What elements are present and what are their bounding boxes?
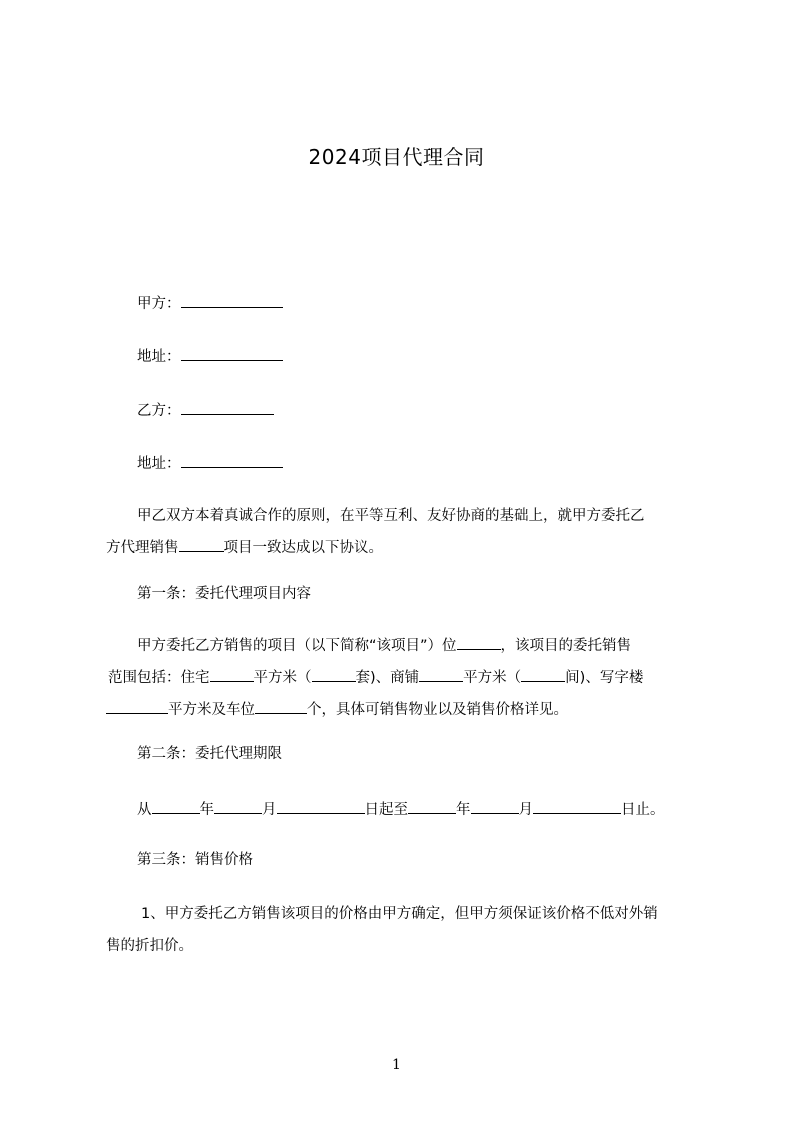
intro-line-2-end: 项目一致达成以下协议。 xyxy=(223,540,383,556)
article-1-heading: 第一条：委托代理项目内容 xyxy=(137,586,311,602)
term-period-line xyxy=(137,798,665,820)
article-3-line-1: 1、甲方委托乙方销售该项目的价格由甲方确定，但甲方须保证该价格不低对外销 xyxy=(141,906,658,922)
article-3-heading: 第三条：销售价格 xyxy=(137,852,253,868)
intro-line-1: 甲乙双方本着真诚合作的原则，在平等互利、友好协商的基础上，就甲方委托乙 xyxy=(137,508,645,524)
office-label: 间)、写字楼 xyxy=(565,670,644,686)
document-title: 2024项目代理合同 xyxy=(308,145,485,169)
party-b-address-blank xyxy=(181,452,283,468)
scope-residential-label: 范围包括：住宅 xyxy=(108,670,210,686)
start-day-blank xyxy=(277,798,365,814)
project-name-blank xyxy=(179,536,224,552)
party-a-address-field xyxy=(137,345,283,367)
parking-count-blank xyxy=(255,698,307,714)
shop-area-blank xyxy=(419,666,463,682)
party-b-label: 乙方： xyxy=(137,403,181,419)
article-3-paragraph xyxy=(106,898,700,962)
article-1-line-1-end: ，该项目的委托销售 xyxy=(500,638,632,654)
end-month-blank xyxy=(471,798,519,814)
end-day-blank xyxy=(533,798,621,814)
start-year-blank xyxy=(152,798,200,814)
shop-count-blank xyxy=(521,666,565,682)
party-a-address-label: 地址： xyxy=(137,349,181,365)
end-year-label: 年 xyxy=(456,802,471,818)
party-a-blank xyxy=(181,292,283,308)
end-year-blank xyxy=(408,798,456,814)
article-1-line-3 xyxy=(106,694,700,726)
start-year-label: 年 xyxy=(199,802,214,818)
article-1-paragraph xyxy=(106,630,700,726)
party-a-label: 甲方： xyxy=(137,296,181,312)
intro-line-2-start: 方代理销售 xyxy=(106,540,179,556)
intro-paragraph xyxy=(106,500,700,564)
start-month-blank xyxy=(214,798,262,814)
project-location-blank xyxy=(457,634,501,650)
page-number: 1 xyxy=(392,1057,401,1073)
end-day-label: 日止。 xyxy=(621,802,665,818)
residential-area-blank xyxy=(210,666,254,682)
article-1-line-1-start: 甲方委托乙方销售的项目（以下简称“该项目”）位 xyxy=(137,638,457,654)
article-1-line-3-end: 个，具体可销售物业以及销售价格详见。 xyxy=(307,702,568,718)
party-b-address-label: 地址： xyxy=(137,456,181,472)
term-from-label: 从 xyxy=(137,802,152,818)
article-2-heading: 第二条：委托代理期限 xyxy=(137,746,282,762)
party-b-blank xyxy=(181,399,274,415)
shop-label: 套)、商铺 xyxy=(355,670,420,686)
office-area-blank xyxy=(106,698,168,714)
start-month-label: 月 xyxy=(262,802,277,818)
article-1-line-1 xyxy=(106,630,700,662)
parking-label: 平方米及车位 xyxy=(168,702,255,718)
shop-unit-label: 平方米（ xyxy=(463,670,522,686)
party-b-address-field xyxy=(137,452,283,474)
party-a-address-blank xyxy=(181,345,283,361)
end-month-label: 月 xyxy=(518,802,533,818)
residential-count-blank xyxy=(312,666,356,682)
intro-line-2 xyxy=(106,532,700,564)
start-day-label: 日起至 xyxy=(364,802,408,818)
party-a-field xyxy=(137,292,283,314)
party-b-field xyxy=(137,399,274,421)
article-1-line-2 xyxy=(106,662,700,694)
residential-unit-label: 平方米（ xyxy=(253,670,312,686)
article-3-line-2: 售的折扣价。 xyxy=(106,938,193,954)
